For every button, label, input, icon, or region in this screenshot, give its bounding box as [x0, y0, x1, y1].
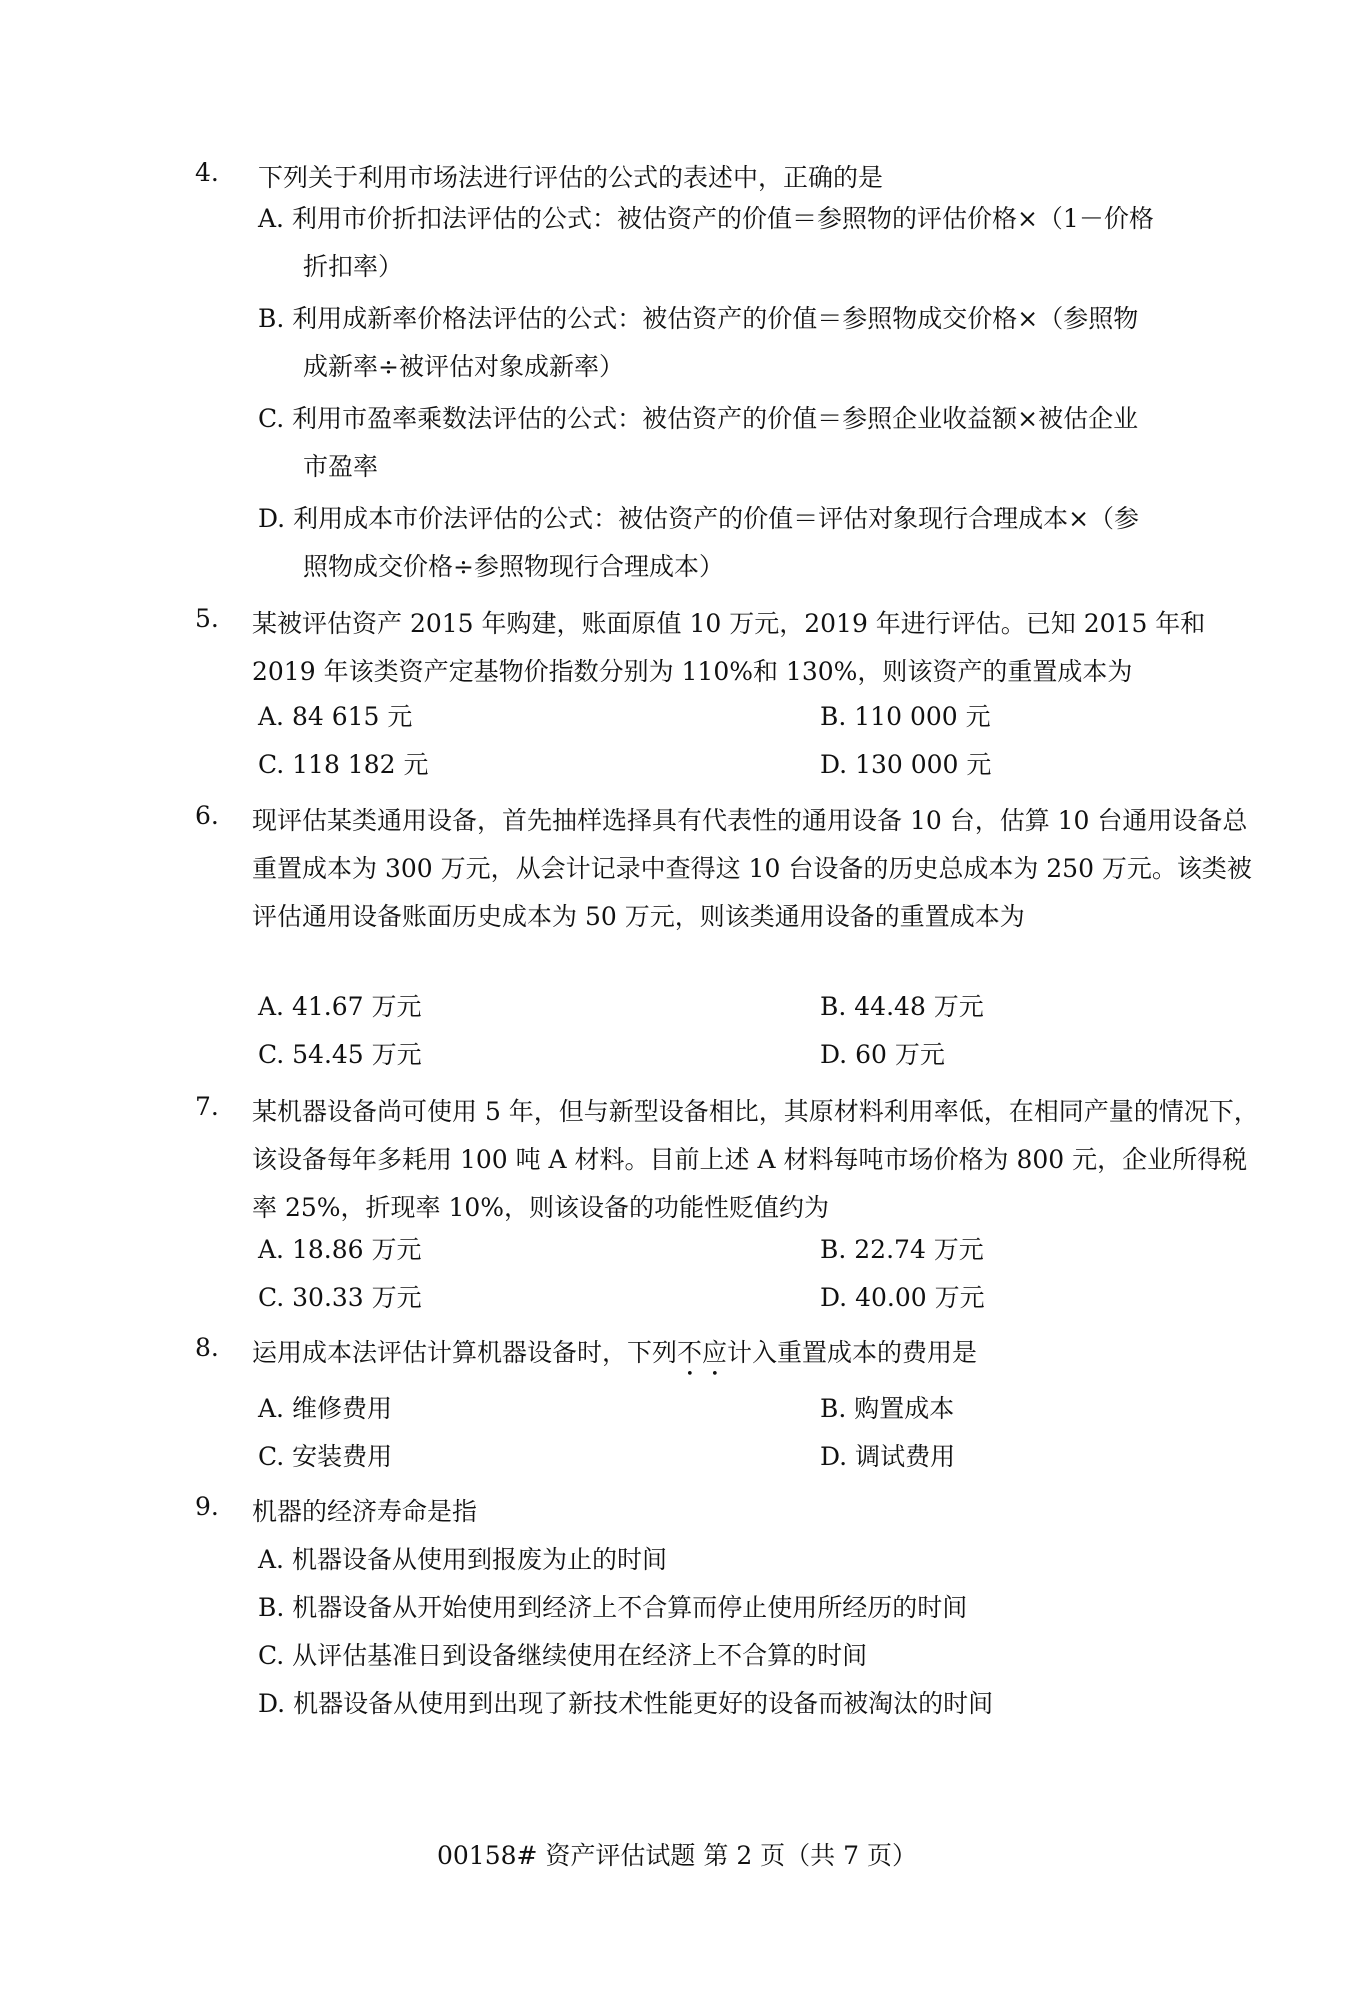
- page-footer: 00158# 资产评估试题 第 2 页（共 7 页）: [437, 1841, 917, 1870]
- option-4a: [258, 195, 1278, 291]
- option-label: A.: [258, 204, 285, 233]
- option-text: 利用成新率价格法评估的公式：被估资产的价值＝参照物成交价格×（参照物: [292, 304, 1139, 333]
- option-5d: D. 130 000 元: [820, 750, 992, 779]
- option-label: C.: [258, 404, 285, 433]
- option-5b: B. 110 000 元: [820, 702, 991, 731]
- option-label: D.: [258, 504, 286, 533]
- option-8c: C. 安装费用: [258, 1442, 393, 1471]
- option-text: 利用成本市价法评估的公式：被估资产的价值＝评估对象现行合理成本×（参: [293, 504, 1140, 533]
- question-number: 5.: [195, 604, 219, 633]
- option-6c: C. 54.45 万元: [258, 1040, 422, 1069]
- option-text-continued: 照物成交价格÷参照物现行合理成本）: [303, 552, 724, 581]
- option-6d: D. 60 万元: [820, 1040, 945, 1069]
- option-8d: D. 调试费用: [820, 1442, 956, 1471]
- question-stem: 机器的经济寿命是指: [252, 1497, 478, 1526]
- option-6a: A. 41.67 万元: [258, 992, 422, 1021]
- option-9d: D. 机器设备从使用到出现了新技术性能更好的设备而被淘汰的时间: [258, 1689, 994, 1718]
- question-number: 7.: [195, 1092, 219, 1121]
- option-7c: C. 30.33 万元: [258, 1283, 422, 1312]
- option-text: 利用市价折扣法评估的公式：被估资产的价值＝参照物的评估价格×（1－价格: [291, 204, 1154, 233]
- option-text: 利用市盈率乘数法评估的公式：被估资产的价值＝参照企业收益额×被估企业: [292, 404, 1139, 433]
- question-number: 8.: [195, 1333, 219, 1362]
- question-stem: 某机器设备尚可使用 5 年，但与新型设备相比，其原材料利用率低，在相同产量的情况下，该设备每年多耗用 100 吨 A 材料。目前上述 A 材料每吨市场价格为 800 元，企业所得税率 25%，折现率 10%，则该设备的功能性贬值约为: [252, 1097, 1259, 1222]
- option-7b: B. 22.74 万元: [820, 1235, 984, 1264]
- option-text-continued: 成新率÷被评估对象成新率）: [303, 352, 624, 381]
- option-8a: A. 维修费用: [258, 1394, 392, 1423]
- option-6b: B. 44.48 万元: [820, 992, 984, 1021]
- option-5a: A. 84 615 元: [258, 702, 413, 731]
- option-7a: A. 18.86 万元: [258, 1235, 422, 1264]
- question-stem: 现评估某类通用设备，首先抽样选择具有代表性的通用设备 10 台，估算 10 台通用设备总重置成本为 300 万元，从会计记录中查得这 10 台设备的历史总成本为 250 万元。该类被评估通用设备账面历史成本为 50 万元，则该类通用设备的重置成本为: [252, 806, 1252, 931]
- question-stem: 某被评估资产 2015 年购建，账面原值 10 万元，2019 年进行评估。已知 2015 年和 2019 年该类资产定基物价指数分别为 110%和 130%，则该资产的重置成本为: [252, 609, 1206, 686]
- option-5c: C. 118 182 元: [258, 750, 429, 779]
- option-8b: B. 购置成本: [820, 1394, 955, 1423]
- question-number: 6.: [195, 801, 219, 830]
- emphasized-text: 不应: [677, 1338, 728, 1367]
- option-9c: C. 从评估基准日到设备继续使用在经济上不合算的时间: [258, 1641, 868, 1670]
- question-stem: 运用成本法评估计算机器设备时，下列不应计入重置成本的费用是: [252, 1338, 978, 1367]
- option-text-continued: 市盈率: [303, 452, 379, 481]
- option-9b: B. 机器设备从开始使用到经济上不合算而停止使用所经历的时间: [258, 1593, 968, 1622]
- question-number: 4.: [195, 158, 219, 187]
- option-label: B.: [258, 304, 285, 333]
- question-number: 9.: [195, 1492, 219, 1521]
- option-text-continued: 折扣率）: [303, 252, 404, 281]
- option-9a: A. 机器设备从使用到报废为止的时间: [258, 1545, 667, 1574]
- option-4d: [258, 495, 1278, 591]
- question-stem: 下列关于利用市场法进行评估的公式的表述中，正确的是: [258, 163, 884, 192]
- option-7d: D. 40.00 万元: [820, 1283, 985, 1312]
- option-4c: [258, 395, 1278, 491]
- option-4b: [258, 295, 1278, 391]
